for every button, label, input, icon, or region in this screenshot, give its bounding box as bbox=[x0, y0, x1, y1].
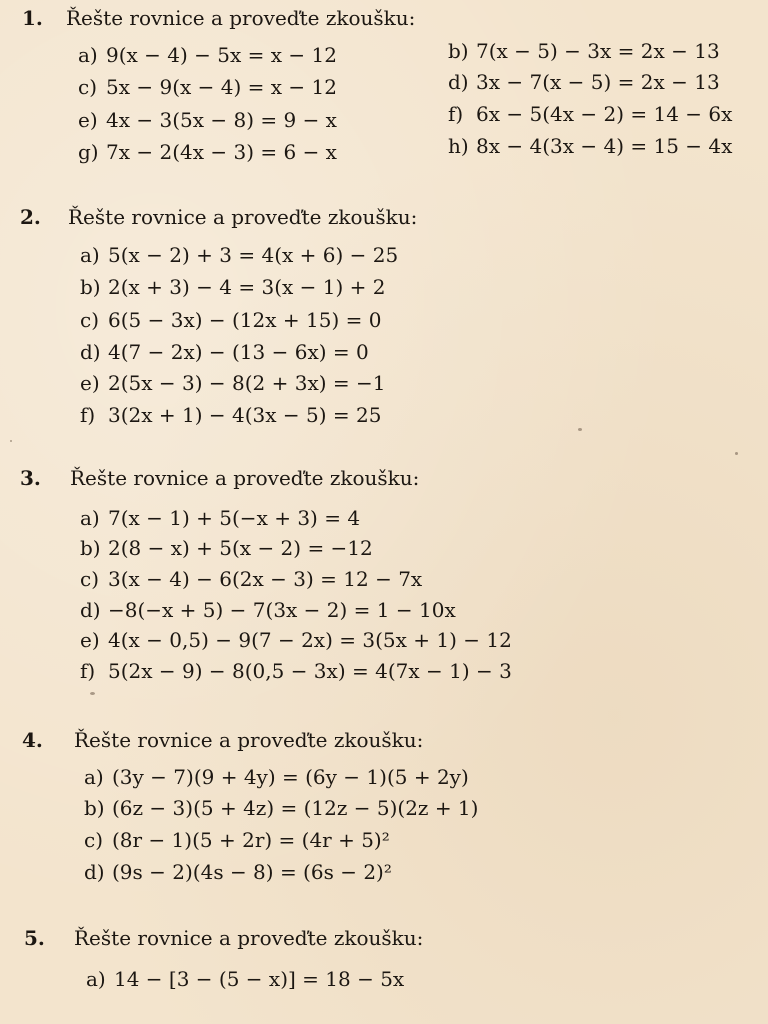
item-label: c) bbox=[78, 75, 98, 99]
item-label: b) bbox=[84, 796, 105, 820]
equation-expression: 2(x + 3) − 4 = 3(x − 1) + 2 bbox=[108, 275, 386, 299]
equation-item bbox=[80, 275, 385, 299]
equation-item bbox=[80, 243, 398, 267]
equation-item bbox=[448, 102, 732, 126]
equation-expression: 5(x − 2) + 3 = 4(x + 6) − 25 bbox=[108, 243, 399, 267]
equation-item bbox=[80, 628, 512, 652]
equation-expression: 2(5x − 3) − 8(2 + 3x) = −1 bbox=[108, 371, 386, 395]
paper-speck bbox=[735, 452, 738, 455]
equation-expression: 7(x − 1) + 5(−x + 3) = 4 bbox=[108, 506, 361, 530]
item-label: f) bbox=[80, 659, 96, 683]
equation-expression: 3(x − 4) − 6(2x − 3) = 12 − 7x bbox=[108, 567, 423, 591]
equation-expression: 7(x − 5) − 3x = 2x − 13 bbox=[476, 39, 720, 63]
item-label: f) bbox=[448, 102, 464, 126]
item-label: a) bbox=[80, 506, 100, 530]
equation-item bbox=[80, 567, 422, 591]
equation-item bbox=[80, 506, 360, 530]
equation-expression: 6x − 5(4x − 2) = 14 − 6x bbox=[476, 102, 733, 126]
equation-item bbox=[448, 39, 720, 63]
equation-item bbox=[80, 308, 381, 332]
item-label: d) bbox=[80, 340, 101, 364]
paper-speck bbox=[578, 428, 582, 431]
equation-expression: 4x − 3(5x − 8) = 9 − x bbox=[106, 108, 337, 132]
item-label: a) bbox=[84, 765, 104, 789]
equation-item bbox=[80, 403, 381, 427]
section-number: 4. bbox=[22, 728, 43, 752]
equation-item bbox=[80, 340, 369, 364]
equation-item bbox=[80, 659, 512, 683]
item-label: a) bbox=[80, 243, 100, 267]
item-label: a) bbox=[78, 43, 98, 67]
item-label: e) bbox=[80, 371, 100, 395]
equation-expression: 9(x − 4) − 5x = x − 12 bbox=[106, 43, 337, 67]
item-label: c) bbox=[84, 828, 104, 852]
equation-item bbox=[84, 765, 469, 789]
equation-item bbox=[448, 134, 732, 158]
equation-item bbox=[84, 828, 390, 852]
item-label: e) bbox=[78, 108, 98, 132]
equation-item bbox=[84, 796, 478, 820]
equation-expression: 2(8 − x) + 5(x − 2) = −12 bbox=[108, 536, 373, 560]
section-title: Řešte rovnice a proveďte zkoušku: bbox=[66, 6, 416, 30]
equation-expression: 3(2x + 1) − 4(3x − 5) = 25 bbox=[108, 403, 382, 427]
item-label: b) bbox=[448, 39, 469, 63]
item-label: b) bbox=[80, 275, 101, 299]
equation-expression: 6(5 − 3x) − (12x + 15) = 0 bbox=[108, 308, 382, 332]
item-label: c) bbox=[80, 308, 100, 332]
equation-item bbox=[78, 108, 337, 132]
item-label: c) bbox=[80, 567, 100, 591]
section-title: Řešte rovnice a proveďte zkoušku: bbox=[70, 466, 420, 490]
equation-expression: 5x − 9(x − 4) = x − 12 bbox=[106, 75, 337, 99]
equation-item bbox=[78, 43, 337, 67]
item-label: e) bbox=[80, 628, 100, 652]
section-number: 2. bbox=[20, 205, 41, 229]
equation-expression: 14 − [3 − (5 − x)] = 18 − 5x bbox=[114, 967, 405, 991]
item-label: d) bbox=[448, 70, 469, 94]
item-label: f) bbox=[80, 403, 96, 427]
equation-expression: (3y − 7)(9 + 4y) = (6y − 1)(5 + 2y) bbox=[112, 765, 469, 789]
section-number: 1. bbox=[22, 6, 43, 30]
item-label: a) bbox=[86, 967, 106, 991]
equation-item bbox=[86, 967, 404, 991]
equation-expression: 8x − 4(3x − 4) = 15 − 4x bbox=[476, 134, 733, 158]
paper-speck bbox=[90, 692, 95, 695]
equation-expression: −8(−x + 5) − 7(3x − 2) = 1 − 10x bbox=[108, 598, 456, 622]
section-number: 5. bbox=[24, 926, 45, 950]
equation-expression: 5(2x − 9) − 8(0,5 − 3x) = 4(7x − 1) − 3 bbox=[108, 659, 512, 683]
equation-expression: (9s − 2)(4s − 8) = (6s − 2)² bbox=[112, 860, 392, 884]
equation-item bbox=[78, 75, 337, 99]
item-label: d) bbox=[80, 598, 101, 622]
equation-item bbox=[84, 860, 392, 884]
equation-expression: (6z − 3)(5 + 4z) = (12z − 5)(2z + 1) bbox=[112, 796, 479, 820]
section-number: 3. bbox=[20, 466, 41, 490]
equation-expression: 4(x − 0,5) − 9(7 − 2x) = 3(5x + 1) − 12 bbox=[108, 628, 512, 652]
section-title: Řešte rovnice a proveďte zkoušku: bbox=[74, 728, 424, 752]
paper-speck bbox=[10, 440, 12, 442]
section-title: Řešte rovnice a proveďte zkoušku: bbox=[74, 926, 424, 950]
equation-item bbox=[80, 371, 386, 395]
equation-expression: (8r − 1)(5 + 2r) = (4r + 5)² bbox=[112, 828, 390, 852]
equation-item bbox=[80, 598, 456, 622]
item-label: h) bbox=[448, 134, 469, 158]
equation-expression: 7x − 2(4x − 3) = 6 − x bbox=[106, 140, 337, 164]
item-label: d) bbox=[84, 860, 105, 884]
section-title: Řešte rovnice a proveďte zkoušku: bbox=[68, 205, 418, 229]
equation-expression: 3x − 7(x − 5) = 2x − 13 bbox=[476, 70, 720, 94]
item-label: g) bbox=[78, 140, 99, 164]
item-label: b) bbox=[80, 536, 101, 560]
equation-item bbox=[448, 70, 720, 94]
equation-item bbox=[80, 536, 373, 560]
equation-item bbox=[78, 140, 337, 164]
equation-expression: 4(7 − 2x) − (13 − 6x) = 0 bbox=[108, 340, 369, 364]
